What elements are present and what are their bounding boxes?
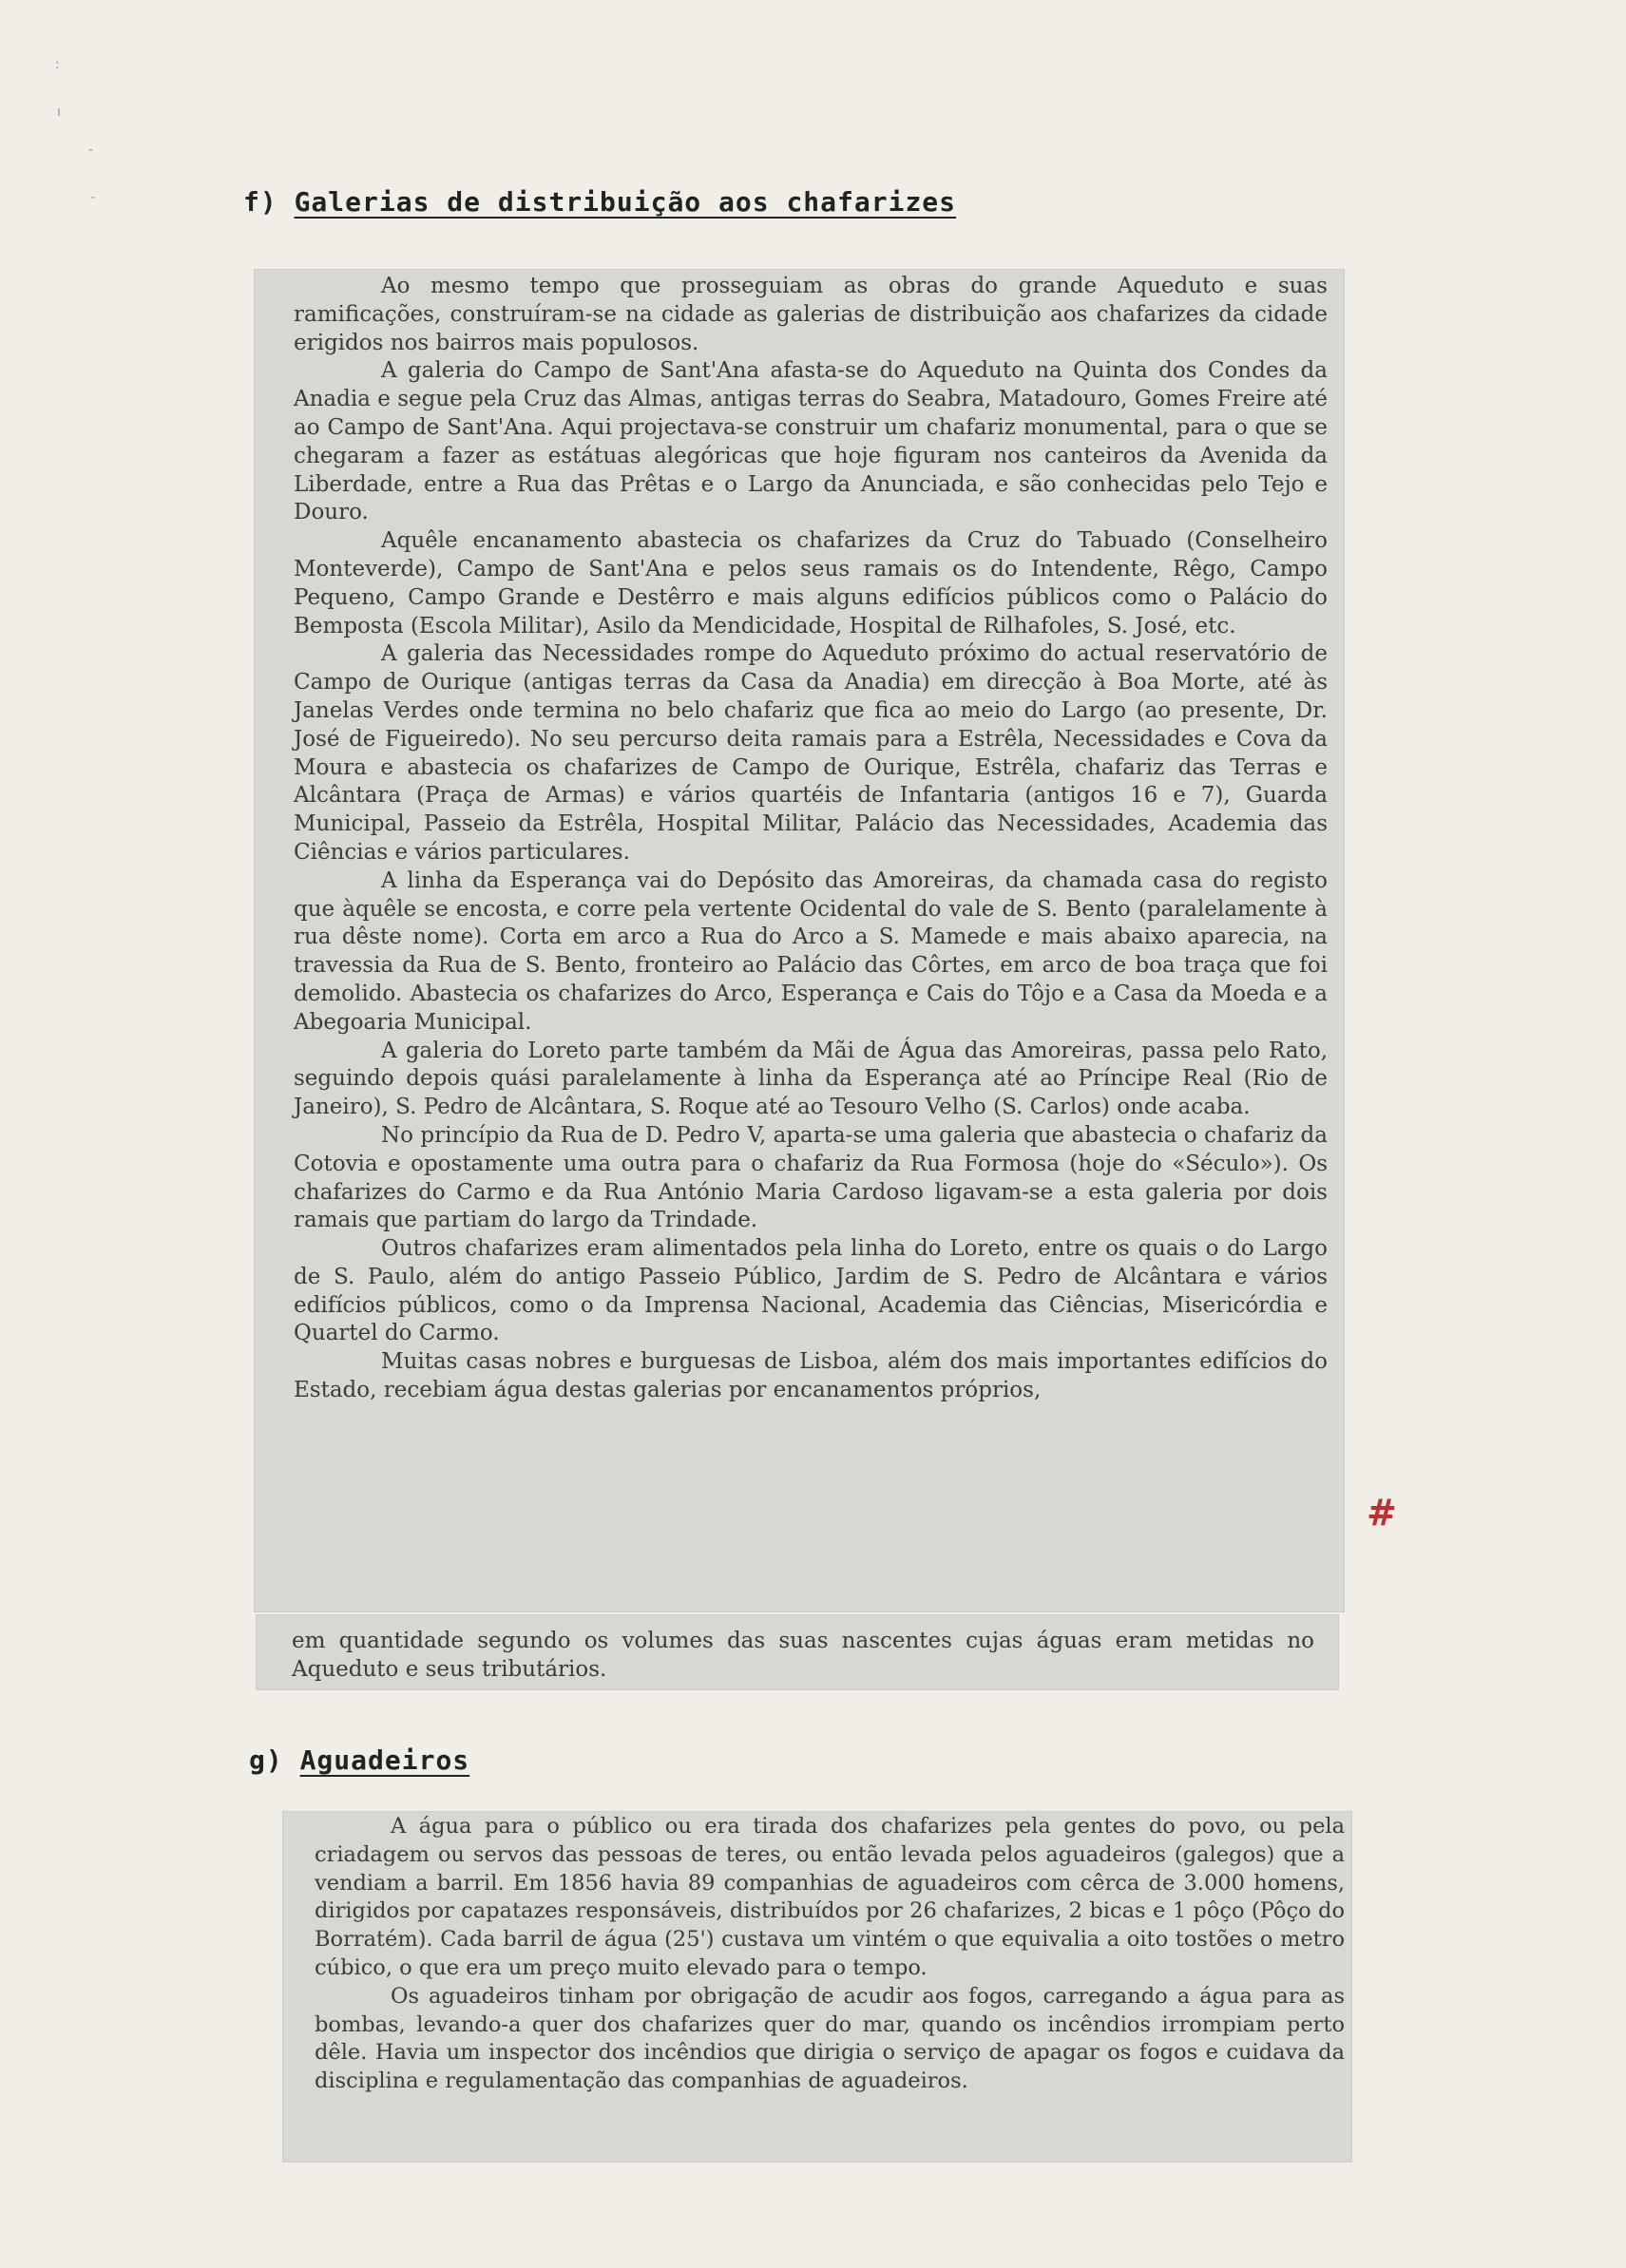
section-f-title: Galerias de distribuição aos chafarizes (294, 186, 957, 218)
paragraph: em quantidade segundo os volumes das suas nascentes cujas águas eram metidas no Aqueduto e seus tributários. (292, 1629, 1314, 1682)
paragraph: A galeria do Campo de Sant'Ana afasta-se do Aqueduto na Quinta dos Condes da Anadia e segue pela Cruz das Almas, antigas terras do Seabra, Matadouro, Gomes Freire até ao Campo de Sant'Ana. Aqui projectava-se construir um chafariz monumental, para o que se chegaram a fazer as estátuas alegóricas que hoje figuram nos canteiros da Avenida da Liberdade, entre a Rua das Prêtas e o Largo da Anunciada, e são conhecidas pelo Tejo e Douro. (294, 358, 1328, 525)
edge-mark: ı (57, 105, 61, 120)
text-clipping-aguadeiros (282, 1811, 1352, 2163)
text-clipping-continuation (256, 1614, 1339, 1690)
paragraph: A água para o público ou era tirada dos chafarizes pela gentes do povo, ou pela criadagem ou servos das pessoas de teres, ou então levada pelos aguadeiros (galegos) que a vendiam a barril. Em 1856 havia 89 companhias de aguadeiros com cêrca de 3.000 homens, dirigidos por capatazes responsáveis, distribuídos por 26 chafarizes, 2 bicas e 1 pôço (Pôço do Borratém). Cada barril de água (25') custava um vintém o que equivalia a oito tostões o metro cúbico, o que era um preço muito elevado para o tempo. (315, 1814, 1345, 1980)
paragraph: Os aguadeiros tinham por obrigação de acudir aos fogos, carregando a água para as bombas, levando-a quer dos chafarizes quer do mar, quando os incêndios irrompiam perto dêle. Havia um inspector dos incêndios que dirigia o serviço de apagar os fogos e cuidava da disciplina e regulamentação das companhias de aguadeiros. (315, 1983, 1345, 2094)
paragraph: A galeria das Necessidades rompe do Aqueduto próximo do actual reservatório de Campo de Ourique (antigas terras da Casa da Anadia) em direcção à Boa Morte, até às Janelas Verdes onde termina no belo chafariz que fica ao meio do Largo (ao presente, Dr. José de Figueiredo). No seu percurso deita ramais para a Estrêla, Necessidades e Cova da Moura e abastecia os chafarizes de Campo de Ourique, Estrêla, chafariz das Terras e Alcântara (Praça de Armas) e vários quartéis de Infantaria (antigos 16 e 7), Guarda Municipal, Passeio da Estrêla, Hospital Militar, Palácio das Necessidades, Academia das Ciências e vários particulares. (294, 641, 1328, 865)
paragraph: Aquêle encanamento abastecia os chafarizes da Cruz do Tabuado (Conselheiro Monteverde), Campo de Sant'Ana e pelos seus ramais os do Intendente, Rêgo, Campo Pequeno, Campo Grande e Destêrro e mais alguns edifícios públicos como o Palácio do Bemposta (Escola Militar), Asilo da Mendicidade, Hospital de Rilhafoles, S. José, etc. (294, 528, 1328, 638)
text-clipping-main (254, 269, 1345, 1612)
section-f-heading (243, 186, 956, 218)
paragraph: Ao mesmo tempo que prosseguiam as obras do grande Aqueduto e suas ramificações, construíram-se na cidade as galerias de distribuição aos chafarizes da cidade erigidos nos bairros mais populosos. (294, 274, 1328, 355)
paragraph: A linha da Esperança vai do Depósito das Amoreiras, da chamada casa do registo que àquêle se encosta, e corre pela vertente Ocidental do vale de S. Bento (paralelamente à rua dêste nome). Corta em arco a Rua do Arco a S. Mamede e mais abaixo aparecia, na travessia da Rua de S. Bento, fronteiro ao Palácio das Côrtes, em arco de boa traça que foi demolido. Abastecia os chafarizes do Arco, Esperança e Cais do Tôjo e a Casa da Moeda e a Abegoaria Municipal. (294, 867, 1328, 1035)
marginal-hash-mark: # (1367, 1492, 1397, 1534)
edge-mark: : (55, 57, 60, 72)
section-g-label: g) (249, 1744, 283, 1776)
paragraph: Outros chafarizes eram alimentados pela linha do Loreto, entre os quais o do Largo de S. Paulo, além do antigo Passeio Público, Jardim de S. Pedro de Alcântara e vários edifícios públicos, como o da Imprensa Nacional, Academia das Ciências, Misericórdia e Quartel do Carmo. (294, 1236, 1328, 1346)
edge-mark: - (90, 190, 96, 205)
section-f-label: f) (243, 186, 277, 218)
paragraph: No princípio da Rua de D. Pedro V, aparta-se uma galeria que abastecia o chafariz da Cotovia e opostamente uma outra para o chafariz da Rua Formosa (hoje do «Século»). Os chafarizes do Carmo e da Rua António Maria Cardoso ligavam-se a esta galeria por dois ramais que partiam do largo da Trindade. (294, 1122, 1328, 1233)
edge-mark: - (88, 143, 94, 158)
paragraph: A galeria do Loreto parte também da Mãi de Água das Amoreiras, passa pelo Rato, seguindo depois quási paralelamente à linha da Esperança até ao Príncipe Real (Rio de Janeiro), S. Pedro de Alcântara, S. Roque até ao Tesouro Velho (S. Carlos) onde acaba. (294, 1038, 1328, 1120)
section-g-title: Aguadeiros (299, 1744, 470, 1776)
paragraph: Muitas casas nobres e burguesas de Lisboa, além dos mais importantes edifícios do Estado, recebiam água destas galerias por encanamentos próprios, (294, 1349, 1328, 1403)
section-g-heading (249, 1744, 469, 1776)
